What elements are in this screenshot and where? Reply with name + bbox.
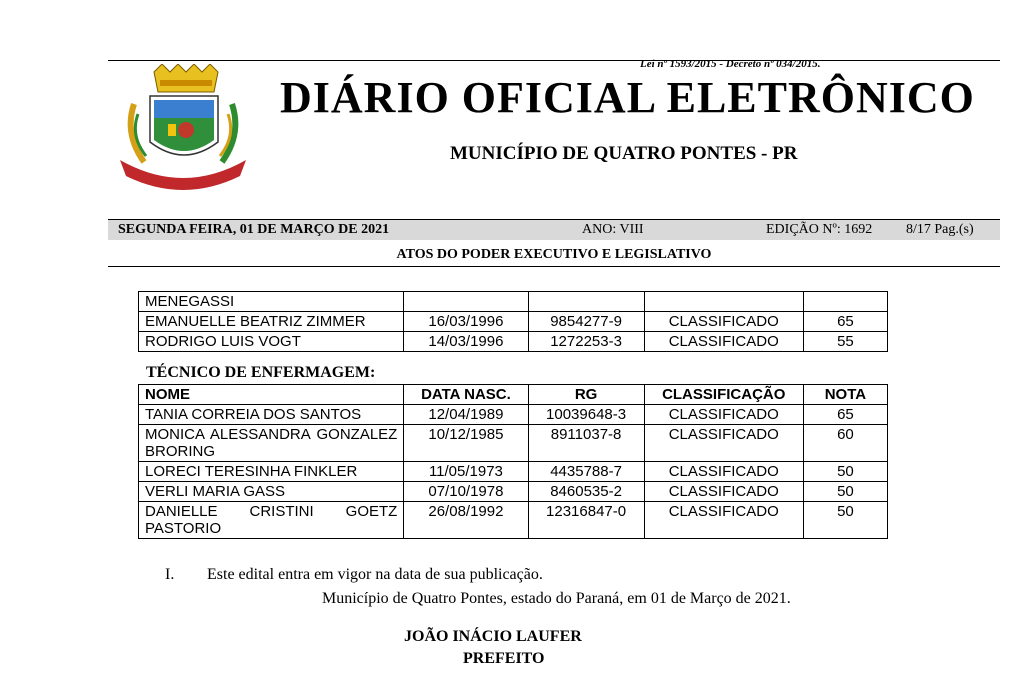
table-row	[139, 482, 888, 502]
cell-classification: CLASSIFICADO	[644, 312, 803, 332]
table-row	[139, 312, 888, 332]
cell-birthdate: 26/08/1992	[404, 502, 528, 539]
nursing-technician-results-table	[138, 384, 888, 539]
cell-name: MENEGASSI	[139, 292, 404, 312]
municipal-coat-of-arms-logo	[114, 64, 252, 196]
cell-score	[803, 292, 887, 312]
clause-text: Este edital entra em vigor na data de sua publicação.	[207, 566, 543, 583]
cell-rg: 12316847-0	[528, 502, 644, 539]
results-table-continued	[138, 291, 888, 352]
cell-birthdate	[404, 292, 528, 312]
table-row	[139, 405, 888, 425]
clause-number: I.	[165, 566, 175, 583]
category-heading: TÉCNICO DE ENFERMAGEM:	[146, 364, 376, 381]
table-row	[139, 502, 888, 539]
table-row	[139, 462, 888, 482]
page-title: DIÁRIO OFICIAL ELETRÔNICO	[280, 73, 975, 122]
cell-rg: 9854277-9	[528, 312, 644, 332]
cell-birthdate: 11/05/1973	[404, 462, 528, 482]
cell-score: 50	[803, 502, 887, 539]
place-and-date: Município de Quatro Pontes, estado do Paraná, em 01 de Março de 2021.	[322, 590, 791, 607]
cell-name: VERLI MARIA GASS	[139, 482, 404, 502]
edition-info-bar	[108, 219, 1000, 240]
signatory-role: PREFEITO	[463, 650, 545, 667]
cell-classification: CLASSIFICADO	[644, 405, 803, 425]
cell-classification: CLASSIFICADO	[644, 502, 803, 539]
cell-rg: 8911037-8	[528, 425, 644, 462]
signatory-name: JOÃO INÁCIO LAUFER	[404, 628, 582, 645]
cell-score: 60	[803, 425, 887, 462]
municipality-subtitle: MUNICÍPIO DE QUATRO PONTES - PR	[450, 143, 798, 164]
page-count: 8/17 Pag.(s)	[906, 222, 974, 237]
publication-year: ANO: VIII	[582, 222, 644, 237]
section-title: ATOS DO PODER EXECUTIVO E LEGISLATIVO	[108, 240, 1000, 267]
publication-date: SEGUNDA FEIRA, 01 DE MARÇO DE 2021	[118, 222, 390, 237]
cell-birthdate: 07/10/1978	[404, 482, 528, 502]
cell-rg: 1272253-3	[528, 332, 644, 352]
cell-rg: 8460535-2	[528, 482, 644, 502]
cell-name: DANIELLE CRISTINI GOETZ PASTORIO	[139, 502, 404, 539]
cell-classification: CLASSIFICADO	[644, 482, 803, 502]
column-header-score: NOTA	[803, 385, 887, 405]
law-reference: Lei nº 1593/2015 - Decreto nº 034/2015.	[640, 58, 821, 70]
cell-score: 55	[803, 332, 887, 352]
cell-classification	[644, 292, 803, 312]
cell-classification: CLASSIFICADO	[644, 332, 803, 352]
cell-rg: 10039648-3	[528, 405, 644, 425]
cell-score: 65	[803, 405, 887, 425]
cell-rg	[528, 292, 644, 312]
table-header-row	[139, 385, 888, 405]
clause-paragraph	[165, 566, 543, 584]
cell-name: MONICA ALESSANDRA GONZALEZ BRORING	[139, 425, 404, 462]
cell-name: TANIA CORREIA DOS SANTOS	[139, 405, 404, 425]
edition-number: EDIÇÃO Nº: 1692	[766, 222, 873, 237]
cell-birthdate: 12/04/1989	[404, 405, 528, 425]
cell-birthdate: 14/03/1996	[404, 332, 528, 352]
header-top-rule	[108, 60, 1000, 61]
column-header-birthdate: DATA NASC.	[404, 385, 528, 405]
cell-birthdate: 16/03/1996	[404, 312, 528, 332]
cell-rg: 4435788-7	[528, 462, 644, 482]
cell-name: LORECI TERESINHA FINKLER	[139, 462, 404, 482]
cell-score: 50	[803, 482, 887, 502]
cell-name: EMANUELLE BEATRIZ ZIMMER	[139, 312, 404, 332]
table-row	[139, 425, 888, 462]
cell-score: 65	[803, 312, 887, 332]
table-row	[139, 292, 888, 312]
table-row	[139, 332, 888, 352]
cell-birthdate: 10/12/1985	[404, 425, 528, 462]
cell-classification: CLASSIFICADO	[644, 425, 803, 462]
cell-name: RODRIGO LUIS VOGT	[139, 332, 404, 352]
column-header-rg: RG	[528, 385, 644, 405]
cell-score: 50	[803, 462, 887, 482]
column-header-name: NOME	[139, 385, 404, 405]
cell-classification: CLASSIFICADO	[644, 462, 803, 482]
column-header-classification: CLASSIFICAÇÃO	[644, 385, 803, 405]
